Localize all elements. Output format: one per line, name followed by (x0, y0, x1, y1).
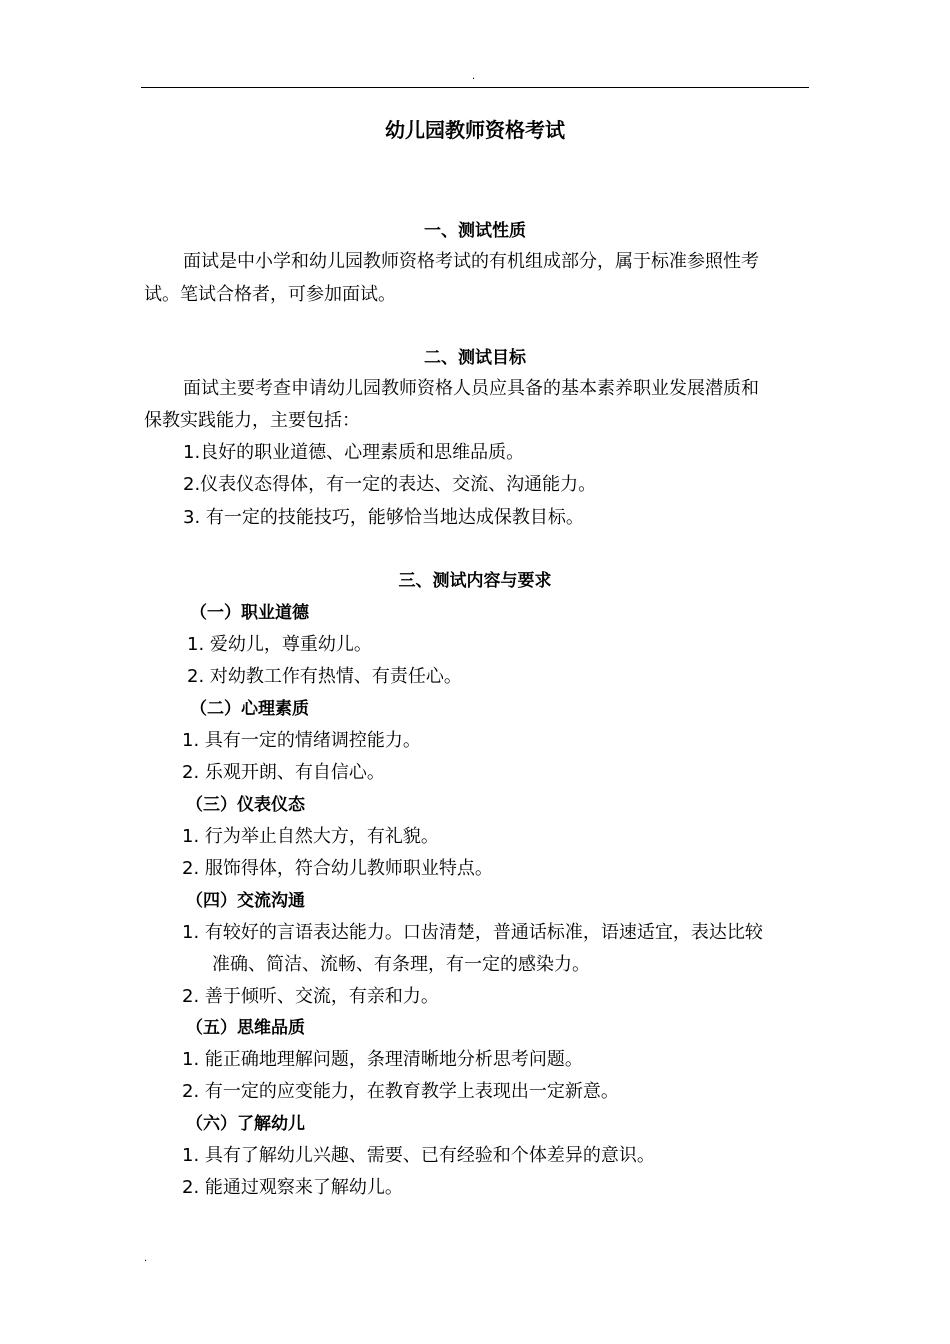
list-item: 1. 具有一定的情绪调控能力。 (182, 730, 421, 751)
list-item: 2. 服饰得体，符合幼儿教师职业特点。 (182, 858, 493, 879)
section-3-heading: 三、测试内容与要求 (398, 571, 552, 591)
section-2-paragraph-line-1: 面试主要考查申请幼儿园教师资格人员应具备的基本素养职业发展潜质和 (183, 378, 759, 399)
section-2-heading: 二、测试目标 (424, 348, 526, 368)
list-item: 2. 善于倾听、交流，有亲和力。 (182, 986, 439, 1007)
header-mark: . (472, 71, 476, 82)
list-item: 1. 行为举止自然大方，有礼貌。 (182, 826, 439, 847)
subsection-title: （三）仪表仪态 (186, 795, 305, 815)
list-item: 2. 对幼教工作有热情、有责任心。 (187, 666, 462, 687)
document-title: 幼儿园教师资格考试 (385, 118, 565, 142)
header-rule (141, 87, 809, 88)
section-2-item: 3. 有一定的技能技巧，能够恰当地达成保教目标。 (183, 507, 584, 528)
subsection-title: （一）职业道德 (190, 603, 309, 623)
list-item: 1. 爱幼儿，尊重幼儿。 (187, 634, 372, 655)
list-item: 2. 能通过观察来了解幼儿。 (182, 1177, 403, 1198)
list-item: 1. 具有了解幼儿兴趣、需要、已有经验和个体差异的意识。 (182, 1145, 655, 1166)
list-item: 1. 有较好的言语表达能力。口齿清楚，普通话标准，语速适宜，表达比较 (182, 922, 763, 943)
section-2-item: 2.仪表仪态得体，有一定的表达、交流、沟通能力。 (183, 474, 597, 495)
list-item: 1. 能正确地理解问题，条理清晰地分析思考问题。 (182, 1049, 583, 1070)
section-2-paragraph-line-2: 保教实践能力，主要包括： (144, 410, 360, 431)
section-1-heading: 一、测试性质 (424, 221, 526, 241)
list-item: 2. 乐观开朗、有自信心。 (182, 762, 385, 783)
list-item-continuation: 准确、简洁、流畅、有条理，有一定的感染力。 (212, 954, 590, 975)
subsection-title: （二）心理素质 (190, 699, 309, 719)
subsection-title: （六）了解幼儿 (186, 1114, 305, 1134)
list-item: 2. 有一定的应变能力，在教育教学上表现出一定新意。 (182, 1081, 619, 1102)
section-1-paragraph-line-1: 面试是中小学和幼儿园教师资格考试的有机组成部分，属于标准参照性考 (183, 251, 759, 272)
section-2-item: 1.良好的职业道德、心理素质和思维品质。 (183, 442, 525, 463)
section-1-paragraph-line-2: 试。笔试合格者，可参加面试。 (144, 284, 396, 305)
subsection-title: （五）思维品质 (186, 1018, 305, 1038)
footer-mark: . (144, 1253, 148, 1264)
subsection-title: （四）交流沟通 (186, 891, 305, 911)
